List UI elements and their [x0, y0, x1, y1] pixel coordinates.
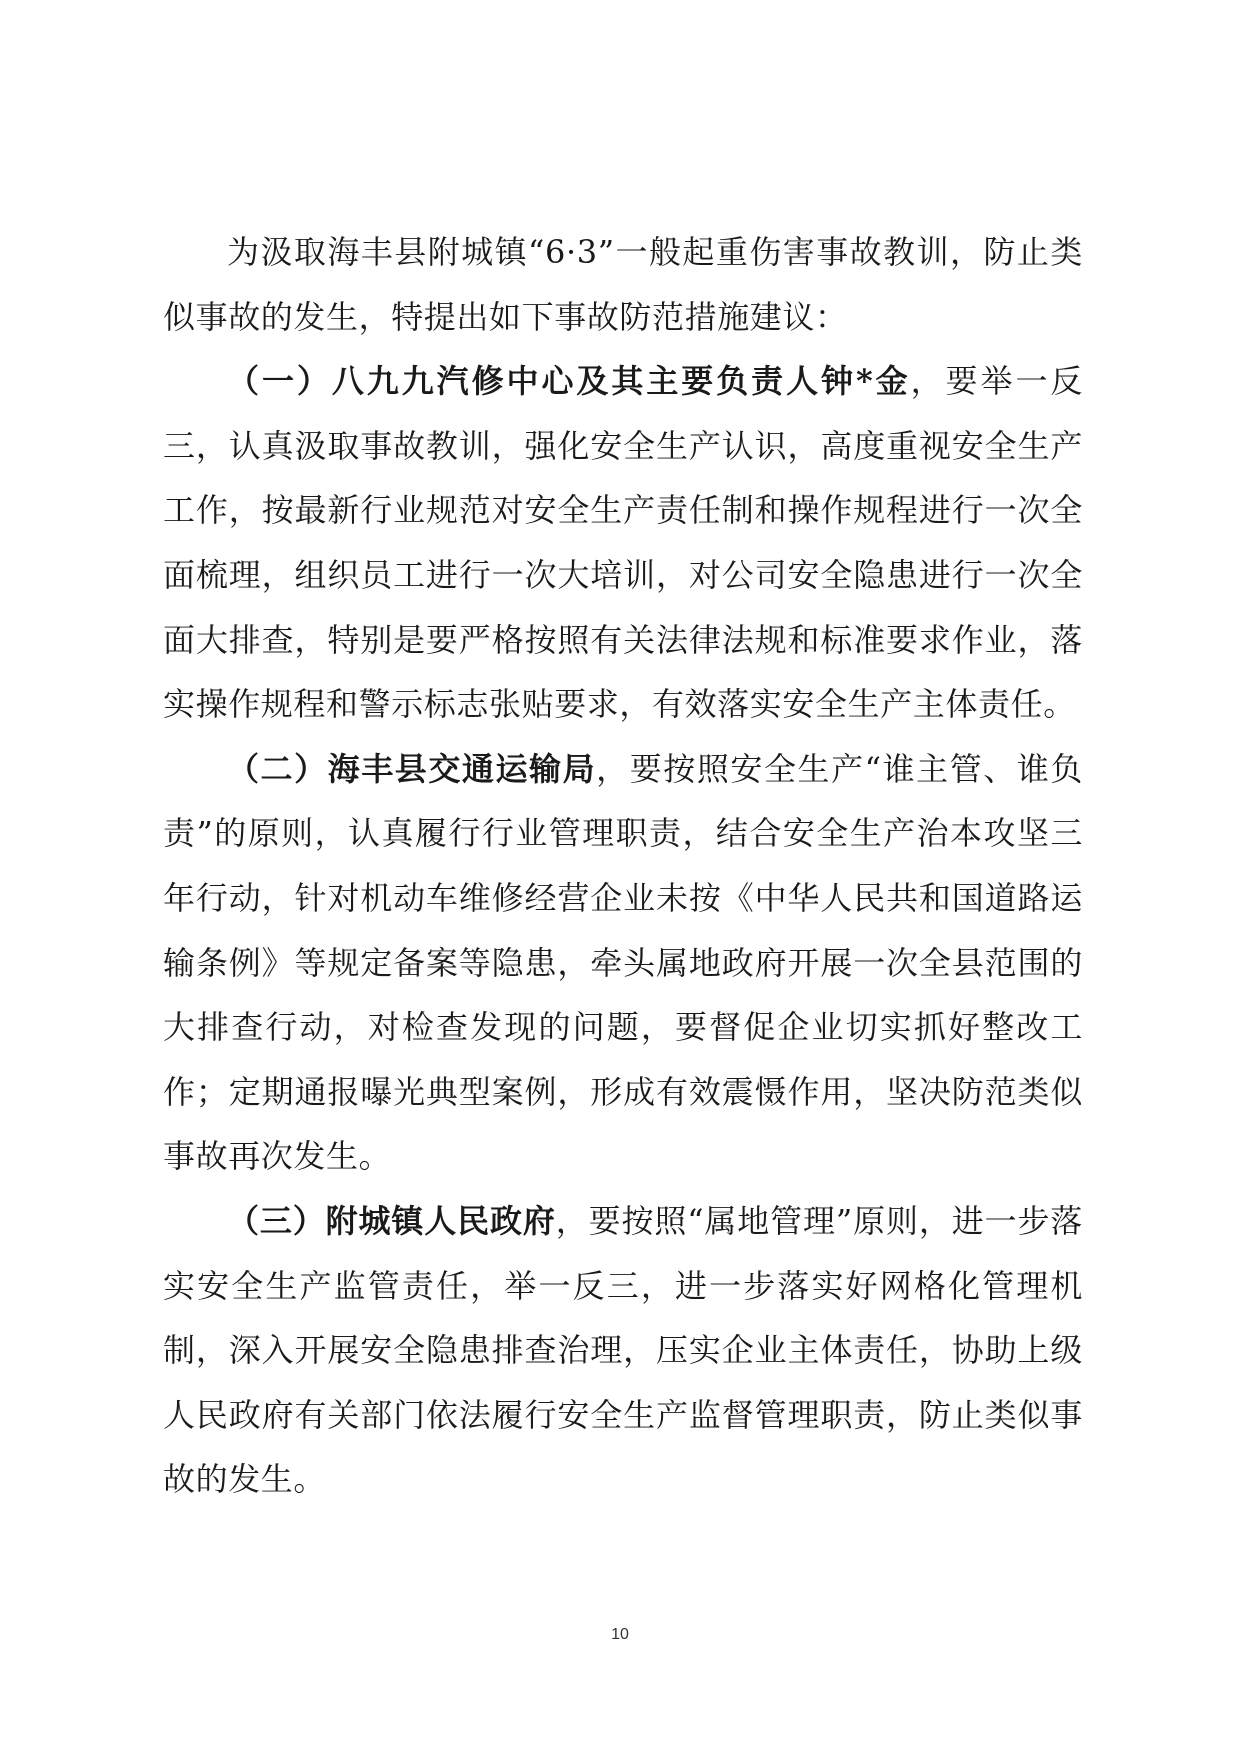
measure-3-heading: （三）附城镇人民政府 — [227, 1201, 556, 1240]
measure-2-heading: （二）海丰县交通运输局 — [227, 749, 597, 788]
measure-paragraph-3 — [163, 1189, 1083, 1512]
page-number: 10 — [611, 1626, 629, 1643]
document-body — [163, 220, 1083, 1512]
measure-3-text: ，要按照“属地管理”原则，进一步落实安全生产监管责任，举一反三，进一步落实好网格化管理机制，深入开展安全隐患排查治理，压实企业主体责任，协助上级人民政府有关部门依法履行安全生产监督管理职责，防止类似事故的发生。 — [163, 1201, 1083, 1499]
intro-paragraph — [163, 220, 1083, 349]
measure-paragraph-1 — [163, 349, 1083, 737]
measure-1-heading: （一）八九九汽修中心及其主要负责人钟*金 — [227, 362, 911, 401]
measure-1-text: ，要举一反三，认真汲取事故教训，强化安全生产认识，高度重视安全生产工作，按最新行业规范对安全生产责任制和操作规程进行一次全面梳理，组织员工进行一次大培训，对公司安全隐患进行一次全面大排查，特别是要严格按照有关法律法规和标准要求作业，落实操作规程和警示标志张贴要求，有效落实安全生产主体责任。 — [163, 362, 1083, 724]
measure-2-text: ，要按照安全生产“谁主管、谁负责”的原则，认真履行行业管理职责，结合安全生产治本攻坚三年行动，针对机动车维修经营企业未按《中华人民共和国道路运输条例》等规定备案等隐患，牵头属地政府开展一次全县范围的大排查行动，对检查发现的问题，要督促企业切实抓好整改工作；定期通报曝光典型案例，形成有效震慑作用，坚决防范类似事故再次发生。 — [163, 749, 1083, 1176]
measure-paragraph-2 — [163, 737, 1083, 1189]
intro-text: 为汲取海丰县附城镇“6·3”一般起重伤害事故教训，防止类似事故的发生，特提出如下事故防范措施建议： — [163, 233, 1083, 336]
